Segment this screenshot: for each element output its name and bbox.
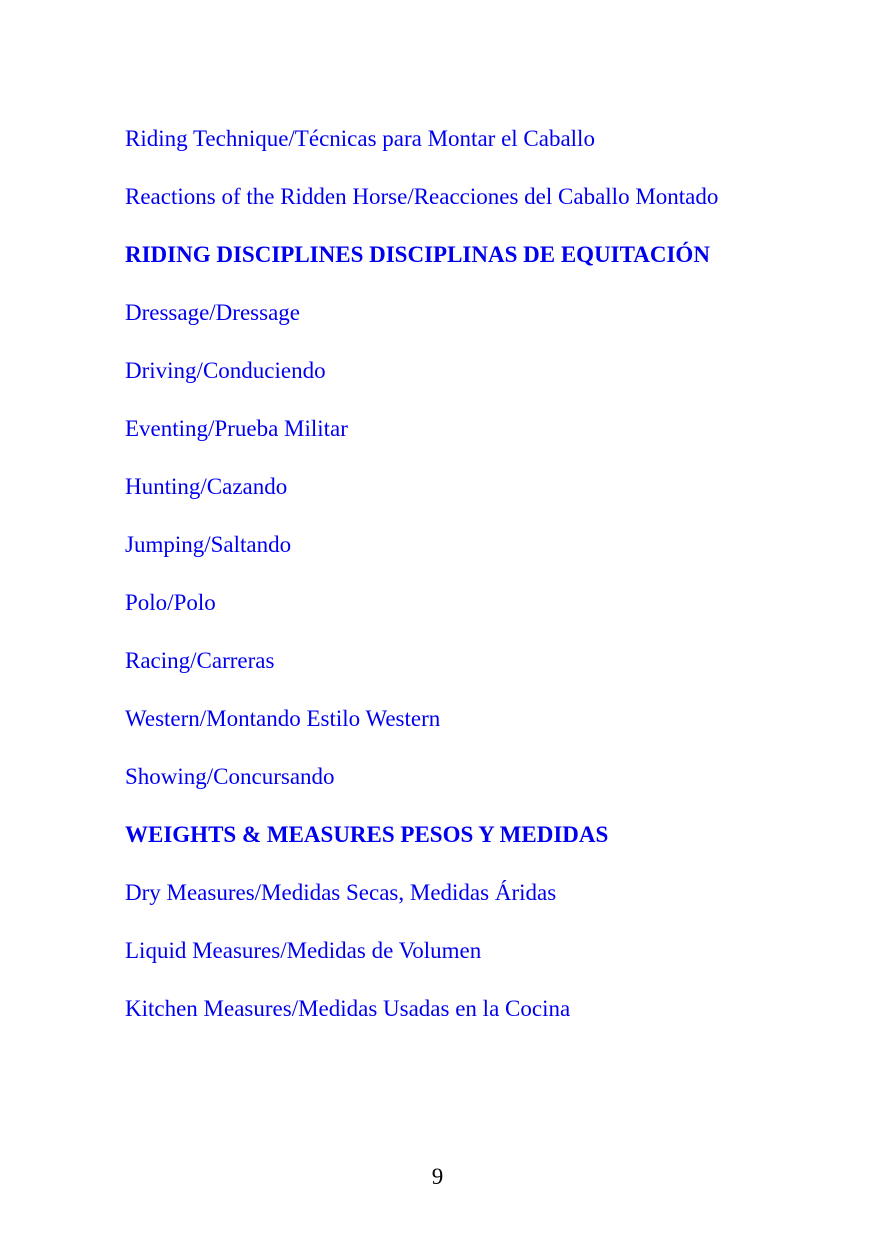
- toc-link-dressage[interactable]: Dressage/Dressage: [125, 300, 300, 325]
- toc-heading-riding-disciplines[interactable]: RIDING DISCIPLINES DISCIPLINAS DE EQUITACIÓN: [125, 242, 710, 267]
- toc-link-dry-measures[interactable]: Dry Measures/Medidas Secas, Medidas Áridas: [125, 880, 557, 905]
- table-of-contents: [125, 124, 749, 1052]
- toc-link-driving[interactable]: Driving/Conduciendo: [125, 358, 326, 383]
- toc-link-hunting[interactable]: Hunting/Cazando: [125, 474, 288, 499]
- toc-link-racing[interactable]: Racing/Carreras: [125, 648, 275, 673]
- toc-heading-weights-measures[interactable]: WEIGHTS & MEASURES PESOS Y MEDIDAS: [125, 822, 609, 847]
- toc-link-eventing[interactable]: Eventing/Prueba Militar: [125, 416, 348, 441]
- toc-link-riding-technique[interactable]: Riding Technique/Técnicas para Montar el Caballo: [125, 126, 595, 151]
- toc-link-liquid-measures[interactable]: Liquid Measures/Medidas de Volumen: [125, 938, 482, 963]
- toc-link-western[interactable]: Western/Montando Estilo Western: [125, 706, 441, 731]
- toc-link-reactions-ridden-horse[interactable]: Reactions of the Ridden Horse/Reacciones del Caballo Montado: [125, 184, 719, 209]
- toc-link-showing[interactable]: Showing/Concursando: [125, 764, 335, 789]
- toc-link-polo[interactable]: Polo/Polo: [125, 590, 216, 615]
- toc-link-kitchen-measures[interactable]: Kitchen Measures/Medidas Usadas en la Cocina: [125, 996, 571, 1021]
- toc-link-jumping[interactable]: Jumping/Saltando: [125, 532, 292, 557]
- page-number: 9: [431, 1164, 444, 1189]
